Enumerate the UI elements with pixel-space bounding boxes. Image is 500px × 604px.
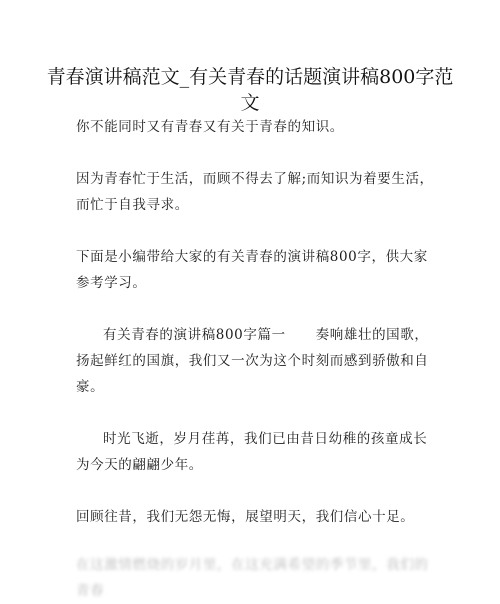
paragraph-2: 因为青春忙于生活，而顾不得去了解;而知识为着要生活，而忙于自我寻求。 bbox=[76, 171, 434, 213]
paragraph-6: 回顾往昔，我们无怨无悔，展望明天，我们信心十足。 bbox=[76, 509, 415, 525]
paragraph-3: 下面是小编带给大家的有关青春的演讲稿800字，供大家参考学习。 bbox=[76, 249, 428, 291]
paragraph-1: 你不能同时又有青春又有关于青春的知识。 bbox=[76, 119, 344, 135]
document-title: 青春演讲稿范文_有关青春的话题演讲稿800字范文 bbox=[46, 66, 454, 114]
section-heading: 有关青春的演讲稿800字篇一 bbox=[103, 327, 286, 343]
paragraph-7-faded: 在这激情燃烧的岁月里，在这充满希望的季节里，我们的青春 bbox=[76, 557, 429, 599]
paragraph-4 bbox=[76, 322, 436, 400]
paragraph-4-text: 奏响雄壮的国歌，扬起鲜红的国旗，我们又一次为这个时刻而感到骄傲和自豪。 bbox=[76, 327, 429, 395]
paragraph-5: 时光飞逝，岁月荏苒，我们已由昔日幼稚的孩童成长为今天的翩翩少年。 bbox=[76, 431, 428, 473]
